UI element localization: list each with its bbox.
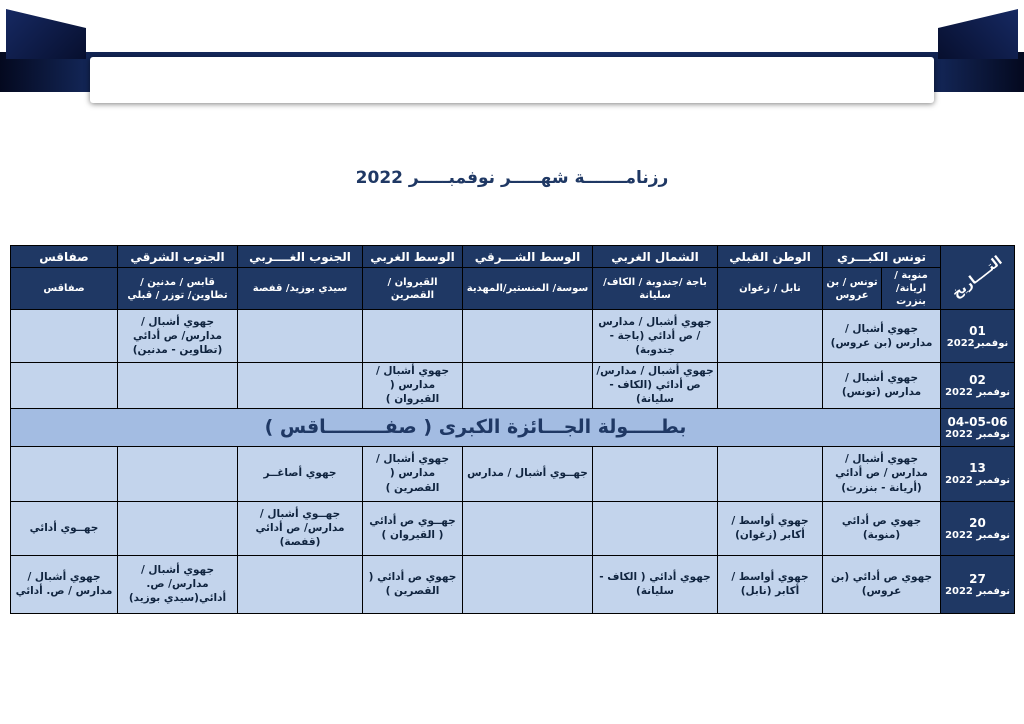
region-group-header: الشمال الغربي [593, 246, 718, 268]
event-cell: جهوي أشبال / مدارس / ص أدائي (باجة - جندوبة) [593, 310, 718, 363]
event-cell: جهوي أشبال / مدارس/ ص أدائي (تطاوين - مدنين) [118, 310, 238, 363]
event-cell: جهوي أشبال / مدارس (بن عروس) [823, 310, 941, 363]
date-month: نوفمبر 2022 [945, 386, 1010, 398]
date-number: 13 [969, 461, 986, 476]
banner-right-ribbon [938, 9, 1018, 59]
table-row [11, 363, 1015, 409]
region-group-header: الوسط الغربي [363, 246, 463, 268]
event-cell: جهوي أشبال / مدارس ( القيروان ) [363, 363, 463, 409]
date-month: نوفمبر 2022 [945, 585, 1010, 597]
event-cell: جهوي أواسط / أكابر (نابل) [718, 555, 823, 613]
region-sub-header: القيروان / القصرين [363, 268, 463, 310]
date-month: نوفمبر2022 [946, 337, 1009, 349]
event-cell [463, 555, 593, 613]
banner-white-panel [90, 57, 934, 103]
region-group-header: تونس الكبـــري [823, 246, 941, 268]
event-cell [11, 446, 118, 501]
event-cell [363, 310, 463, 363]
event-cell: جهــوي أشبال / مدارس/ ص أدائي (قفصة) [238, 501, 363, 555]
event-cell: جهوي ص أدائي (منوبة) [823, 501, 941, 555]
date-month: نوفمبر 2022 [945, 428, 1010, 440]
date-cell [941, 408, 1015, 446]
event-cell [238, 310, 363, 363]
event-cell: جهوي أشبال / مدارس/ ص. أدائي(سيدي بوزيد) [118, 555, 238, 613]
event-cell [238, 363, 363, 409]
schedule-table [10, 245, 1015, 614]
date-cell [941, 310, 1015, 363]
event-cell [118, 363, 238, 409]
event-cell: جهوي أشبال / مدارس / ص. أدائي [11, 555, 118, 613]
event-cell: جهوي أصاغــر [238, 446, 363, 501]
event-cell [463, 363, 593, 409]
region-sub-header: صفاقس [11, 268, 118, 310]
date-month: نوفمبر 2022 [945, 529, 1010, 541]
event-cell [718, 446, 823, 501]
date-cell [941, 555, 1015, 613]
event-cell: جهوي أشبال / مدارس (تونس) [823, 363, 941, 409]
date-cell [941, 446, 1015, 501]
region-group-header: صفاقس [11, 246, 118, 268]
region-sub-header: تونس / بن عروس [823, 268, 882, 310]
date-cell [941, 363, 1015, 409]
table-row [11, 408, 1015, 446]
table-row [11, 246, 1015, 268]
table-row [11, 555, 1015, 613]
region-sub-header: نابل / زغوان [718, 268, 823, 310]
championship-cell: بطـــــولة الجـــائزة الكبرى ( صفـــــــــاقس ) [11, 408, 941, 446]
region-group-header: الجنوب الشرقي [118, 246, 238, 268]
event-cell: جهوي أشبال / مدارس/ ص أدائي (الكاف - سليانة) [593, 363, 718, 409]
page-title: رزنامـــــــة شهـــــر نوفمبـــــر 2022 [355, 168, 669, 188]
event-cell [463, 501, 593, 555]
region-group-header: الوطن القبلي [718, 246, 823, 268]
date-column-header [941, 246, 1015, 310]
date-column-header-label: التــــاريخ [949, 253, 1006, 302]
table-row [11, 501, 1015, 555]
date-number: 04-05-06 [947, 414, 1008, 429]
event-cell: جهــوي أدائي [11, 501, 118, 555]
banner-left-ribbon [6, 9, 86, 59]
event-cell: جهوي ص أدائي (بن عروس) [823, 555, 941, 613]
event-cell [593, 501, 718, 555]
date-number: 20 [969, 515, 986, 530]
region-sub-header: سوسة/ المنستير/المهدية [463, 268, 593, 310]
date-number: 01 [969, 323, 986, 338]
date-month: نوفمبر 2022 [945, 475, 1010, 487]
table-row [11, 446, 1015, 501]
region-sub-header: قابس / مدنين / تطاوين/ توزر / قبلي [118, 268, 238, 310]
event-cell [718, 310, 823, 363]
event-cell [11, 310, 118, 363]
date-number: 02 [969, 372, 986, 387]
event-cell: جهــوي أشبال / مدارس [463, 446, 593, 501]
event-cell [718, 363, 823, 409]
event-cell [593, 446, 718, 501]
date-cell [941, 501, 1015, 555]
event-cell: جهوي ص أدائي ( القصرين ) [363, 555, 463, 613]
event-cell [463, 310, 593, 363]
event-cell: جهــوي ص أدائي ( القيروان ) [363, 501, 463, 555]
table-row [11, 310, 1015, 363]
event-cell: جهوي أواسط / أكابر (زغوان) [718, 501, 823, 555]
event-cell [118, 446, 238, 501]
letterhead-banner [0, 0, 1024, 112]
event-cell [238, 555, 363, 613]
region-sub-header: منوبة / اريانة/بنزرت [882, 268, 941, 310]
event-cell: جهوي أدائي ( الكاف - سليانة) [593, 555, 718, 613]
date-number: 27 [969, 571, 986, 586]
region-sub-header: سيدي بوزيد/ قفصة [238, 268, 363, 310]
region-sub-header: باجة /جندوبة / الكاف/ سليانة [593, 268, 718, 310]
table-row [11, 268, 1015, 310]
event-cell [11, 363, 118, 409]
event-cell: جهوي أشبال / مدارس ( القصرين ) [363, 446, 463, 501]
event-cell [118, 501, 238, 555]
event-cell: جهوي أشبال / مدارس / ص أدائي (أريانة - بنزرت) [823, 446, 941, 501]
region-group-header: الوسط الشـــرقي [463, 246, 593, 268]
region-group-header: الجنوب الغــــربي [238, 246, 363, 268]
